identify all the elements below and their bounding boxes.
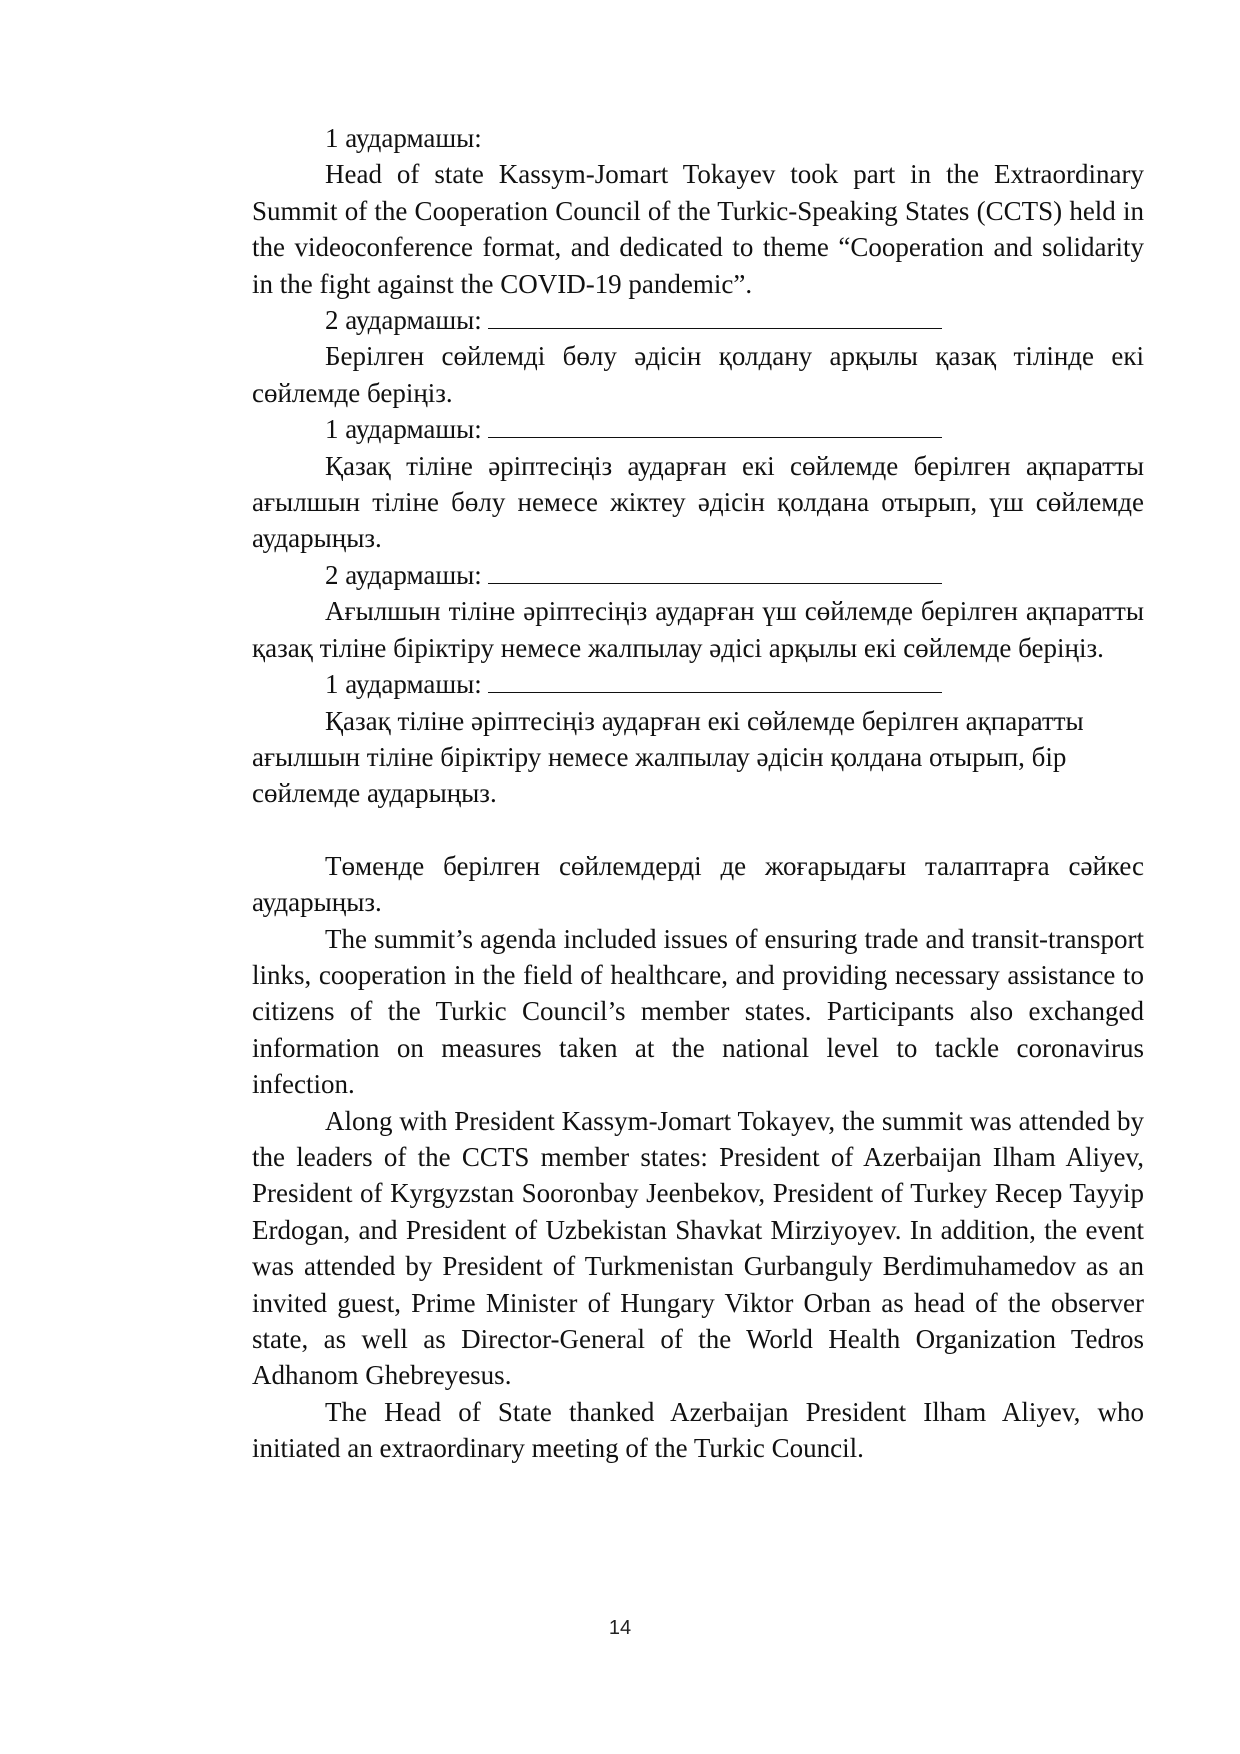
text-block bbox=[252, 120, 1144, 1467]
answer-blank bbox=[488, 302, 942, 329]
exercise-paragraph: Ағылшын тіліне әріптесіңіз аударған үш сөйлемде берілген ақпаратты қазақ тіліне біріктіру немесе жалпылау әдісі арқылы екі сөйлемде беріңіз. bbox=[252, 596, 1144, 663]
body-paragraph: The Head of State thanked Azerbaijan President Ilham Aliyev, who initiated an extraordinary meeting of the Turkic Council. bbox=[252, 1396, 1144, 1464]
exercise-paragraph: Қазақ тіліне әріптесіңіз аударған екі сөйлемде берілген ақпаратты ағылшын тіліне біріктіру немесе жалпылау әдісін қолдана отырып, бір сөйлемде аударыңыз. bbox=[252, 705, 1084, 809]
translator-label: 2 аудармашы: bbox=[252, 557, 1144, 593]
instruction-paragraph: Төменде берілген сөйлемдерді де жоғарыдағы талаптарға сәйкес аударыңыз. bbox=[252, 850, 1144, 918]
translator-label: 1 аудармашы: bbox=[252, 411, 1144, 447]
exercise-paragraph: Берілген сөйлемді бөлу әдісін қолдану арқылы қазақ тілінде екі сөйлемде беріңіз. bbox=[252, 341, 1144, 408]
spacer bbox=[252, 812, 1144, 848]
answer-blank bbox=[488, 557, 942, 584]
body-paragraph: The summit’s agenda included issues of ensuring trade and transit-transport links, cooperation in the field of healthcare, and providing necessary assistance to citizens of the Turkic Council’s member states. Participants also exchanged information on measures taken at the national level to tackle coronavirus infection. bbox=[252, 923, 1144, 1100]
answer-blank bbox=[488, 411, 942, 438]
translator-label: 2 аудармашы: bbox=[252, 302, 1144, 338]
page-number: 14 bbox=[608, 1617, 632, 1639]
translator-label: 1 аудармашы: bbox=[252, 666, 1144, 702]
exercise-paragraph: Head of state Kassym-Jomart Tokayev took part in the Extraordinary Summit of the Cooperation Council of the Turkic-Speaking States (CCTS) held in the videoconference format, and dedicated to theme “Cooperation and solidarity in the fight against the COVID-19 pandemic”. bbox=[252, 159, 1144, 299]
answer-blank bbox=[488, 666, 942, 693]
exercise-paragraph: Қазақ тіліне әріптесіңіз аударған екі сөйлемде берілген ақпаратты ағылшын тіліне бөлу немесе жіктеу әдісін қолдана отырып, үш сөйлемде аударыңыз. bbox=[252, 450, 1144, 554]
translator-label: 1 аудармашы: bbox=[325, 123, 482, 153]
body-paragraph: Along with President Kassym-Jomart Tokayev, the summit was attended by the leaders of the CCTS member states: President of Azerbaijan Ilham Aliyev, President of Kyrgyzstan Sooronbay Jeenbekov, President of Turkey Recep Tayyip Erdogan, and President of Uzbekistan Shavkat Mirziyoyev. In addition, the event was attended by President of Turkmenistan Gurbanguly Berdimuhamedov as an invited guest, Prime Minister of Hungary Viktor Orban as head of the observer state, as well as Director-General of the World Health Organization Tedros Adhanom Ghebreyesus. bbox=[252, 1105, 1144, 1391]
